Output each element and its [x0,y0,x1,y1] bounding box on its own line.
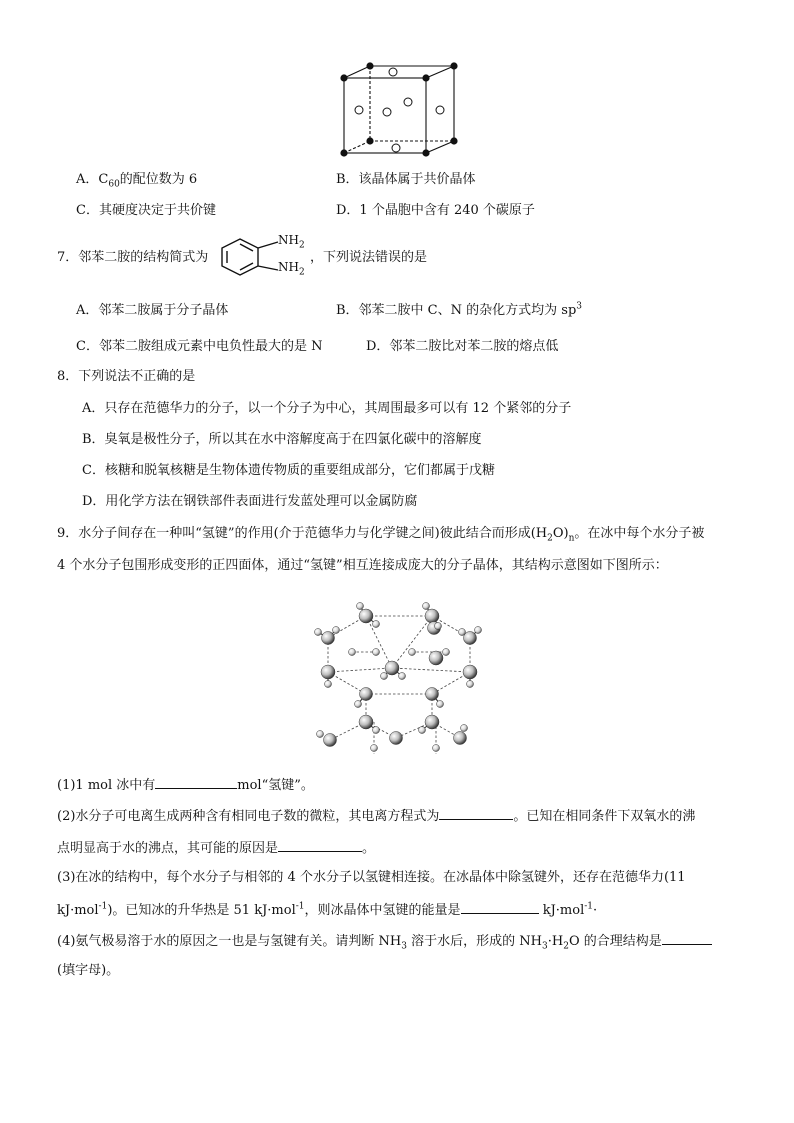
q7-option-d: D．邻苯二胺比对苯二胺的熔点低 [366,339,559,354]
q7-option-a: A．邻苯二胺属于分子晶体 [76,303,229,318]
q6-option-d: D．1 个晶胞中含有 240 个碳原子 [336,203,535,218]
q8-option-c: C．核糖和脱氧核糖是生物体遗传物质的重要组成部分，它们都属于戊糖 [82,463,495,478]
q9-part4-line2: (填字母)。 [57,963,120,978]
q9-part2-line2: 点明显高于水的沸点，其可能的原因是 。 [57,837,375,859]
ice-structure-figure [314,592,484,757]
q9-part3-line2: kJ·mol$^{-1}$)。已知冰的升华热是 51 kJ·mol$^{-1}$，则冰晶体中氢键的能量是 kJ·mol$^{-1}$· [57,899,597,921]
q8-option-b: B．臭氧是极性分子，所以其在水中溶解度高于在四氯化碳中的溶解度 [82,432,482,447]
nh2-label-bottom: $NH_2$ [278,260,305,278]
q8-option-d: D．用化学方法在钢铁部件表面进行发蓝处理可以金属防腐 [82,494,418,509]
q9-part4-line1: (4)氨气极易溶于水的原因之一也是与氢键有关。请判断 $NH_3$ 溶于水后，形成的 $NH_3\cdot H_2O$ 的合理结构是 [57,930,712,952]
q9-part2-line1: (2)水分子可电离生成两种含有相同电子数的微粒，其电离方程式为 。已知在相同条件下双氧水的沸 [57,805,695,827]
answer-blank-4[interactable] [662,930,712,945]
crystal-cell-figure [336,60,466,162]
answer-blank-2a[interactable] [439,805,513,820]
q6-option-a: A．$C_{60}$的配位数为 6 [76,172,198,190]
q7-stem-pre: 7．邻苯二胺的结构简式为 [57,250,209,265]
q7-stem-post: ，下列说法错误的是 [310,250,428,265]
answer-blank-2b[interactable] [278,837,362,852]
q8-option-a: A．只存在范德华力的分子，以一个分子为中心，其周围最多可以有 12 个紧邻的分子 [82,401,572,416]
q6-option-b: B．该晶体属于共价晶体 [336,172,476,187]
nh2-label-top: $NH_2$ [278,233,305,251]
q9-stem-line1: 9．水分子间存在一种叫“氢键”的作用(介于范德华力与化学键之间)彼此结合而形成$(H_2O)_n$。在冰中每个水分子被 [57,526,705,544]
answer-blank-1[interactable] [155,774,237,789]
q8-stem: 8．下列说法不正确的是 [57,369,196,384]
q7-option-b: B．邻苯二胺中 C、N 的杂化方式均为 $sp^3$ [336,301,582,318]
q9-part3-line1: (3)在冰的结构中，每个水分子与相邻的 4 个水分子以氢键相连接。在冰晶体中除氢键外，还存在范德华力(11 [57,870,686,885]
q9-stem-line2: 4 个水分子包围形成变形的正四面体，通过“氢键”相互连接成庞大的分子晶体，其结构示意图如下图所示： [57,558,668,573]
answer-blank-3[interactable] [461,899,539,914]
q7-option-c: C．邻苯二胺组成元素中电负性最大的是 N [76,339,323,354]
q6-option-c: C．其硬度决定于共价键 [76,203,216,218]
q9-part1: (1)1 mol 冰中有 mol“氢键”。 [57,774,314,796]
